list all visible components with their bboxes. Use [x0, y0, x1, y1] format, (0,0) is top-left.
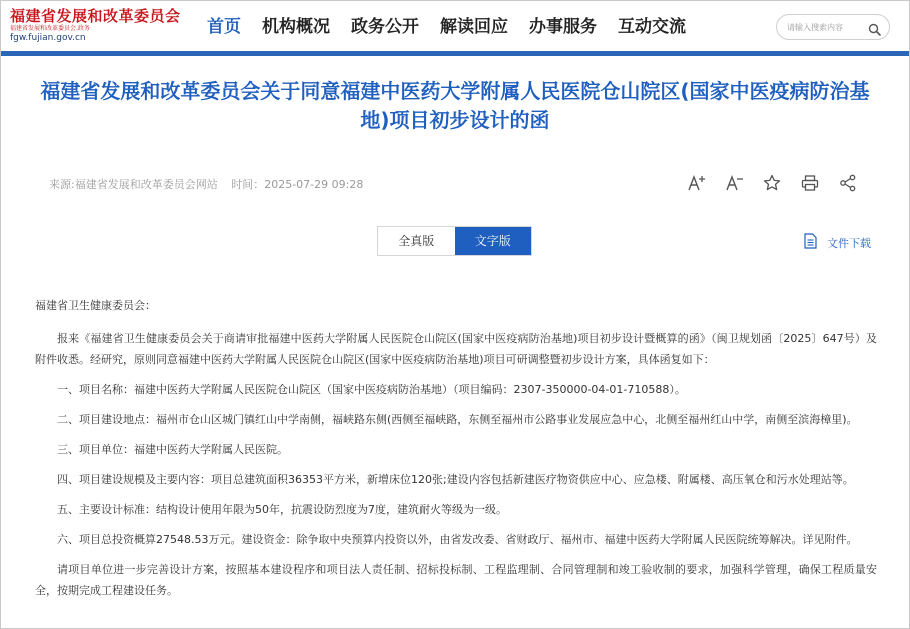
print-icon[interactable] — [801, 173, 839, 193]
article-time: 时间：2025-07-29 09:28 — [231, 178, 364, 191]
site-header — [1, 1, 909, 51]
main-nav — [207, 13, 707, 41]
nav-item-about[interactable]: 机构概况 — [262, 17, 330, 37]
article-source: 来源:福建省发展和改革委员会网站 — [49, 178, 218, 191]
document-icon — [804, 233, 817, 253]
full-version-button[interactable]: 全真版 — [398, 234, 435, 248]
share-icon[interactable] — [839, 173, 877, 193]
star-icon[interactable] — [763, 173, 801, 193]
text-version-button[interactable]: 文字版 — [455, 227, 532, 255]
nav-item-home[interactable]: 首页 — [207, 17, 241, 37]
article-salutation: 福建省卫生健康委员会： — [35, 299, 156, 312]
article-paragraph: 五、主要设计标准：结构设计使用年限为50年，抗震设防烈度为7度，建筑耐火等级为一级。 — [57, 503, 507, 516]
nav-item-interpretation[interactable]: 解读回应 — [440, 17, 508, 37]
logo-subtitle: 福建省发展和改革委员会.政务 — [10, 25, 90, 32]
header-accent-bar — [1, 51, 909, 56]
article-paragraph: 一、项目名称：福建中医药大学附属人民医院仓山院区（国家中医疫病防治基地）（项目编码：2307-350000-04-01-710588）。 — [57, 383, 686, 396]
article-tools — [687, 173, 877, 193]
file-download-label: 文件下载 — [827, 237, 871, 250]
article-paragraph: 二、项目建设地点：福州市仓山区城门镇红山中学南侧，福峡路东侧(西侧至福峡路，东侧至福州市公路事业发展应急中心，北侧至福州红山中学，南侧至滨海樟里)。 — [57, 413, 858, 426]
article-meta — [49, 176, 373, 192]
search-box — [776, 14, 890, 40]
article-paragraph: 请项目单位进一步完善设计方案，按照基本建设程序和项目法人责任制、招标投标制、工程监理制、合同管理制和竣工验收制的要求，加强科学管理，确保工程质量安全，按期完成工程建设任务。 — [35, 563, 877, 597]
nav-item-interaction[interactable]: 互动交流 — [618, 17, 686, 37]
site-logo[interactable] — [10, 7, 200, 47]
article-title: 福建省发展和改革委员会关于同意福建中医药大学附属人民医院仓山院区(国家中医疫病防治基地)项目初步设计的函 — [40, 79, 870, 132]
article-paragraph: 六、项目总投资概算27548.53万元。建设资金：除争取中央预算内投资以外，由省发改委、省财政厅、福州市、福建中医药大学附属人民医院统筹解决。详见附件。 — [57, 533, 858, 546]
article-body — [35, 297, 877, 610]
nav-item-services[interactable]: 办事服务 — [529, 17, 597, 37]
view-toggle — [377, 226, 532, 256]
search-input[interactable] — [787, 20, 865, 35]
logo-domain: fgw.fujian.gov.cn — [10, 33, 86, 43]
article-paragraph: 四、项目建设规模及主要内容：项目总建筑面积36353平方米，新增床位120张;建设内容包括新建医疗物资供应中心、应急楼、附属楼、高压氧仓和污水处理站等。 — [57, 473, 854, 486]
logo-name: 福建省发展和改革委员会 — [10, 7, 181, 25]
font-increase-icon[interactable] — [687, 173, 725, 193]
font-decrease-icon[interactable] — [725, 173, 763, 193]
nav-item-public-affairs[interactable]: 政务公开 — [351, 17, 419, 37]
search-icon[interactable] — [868, 21, 881, 34]
article-paragraph: 三、项目单位：福建中医药大学附属人民医院。 — [57, 443, 288, 456]
article-paragraph: 报来《福建省卫生健康委员会关于商请审批福建中医药大学附属人民医院仓山院区(国家中医疫病防治基地)项目初步设计暨概算的函》（闽卫规划函〔2025〕647号）及附件收悉。经研究，原则同意福建中医药大学附属人民医院仓山院区(国家中医疫病防治基地)项目可研调整暨初步设计方案，具体函复如下： — [35, 332, 877, 366]
file-download-link[interactable] — [804, 233, 871, 253]
